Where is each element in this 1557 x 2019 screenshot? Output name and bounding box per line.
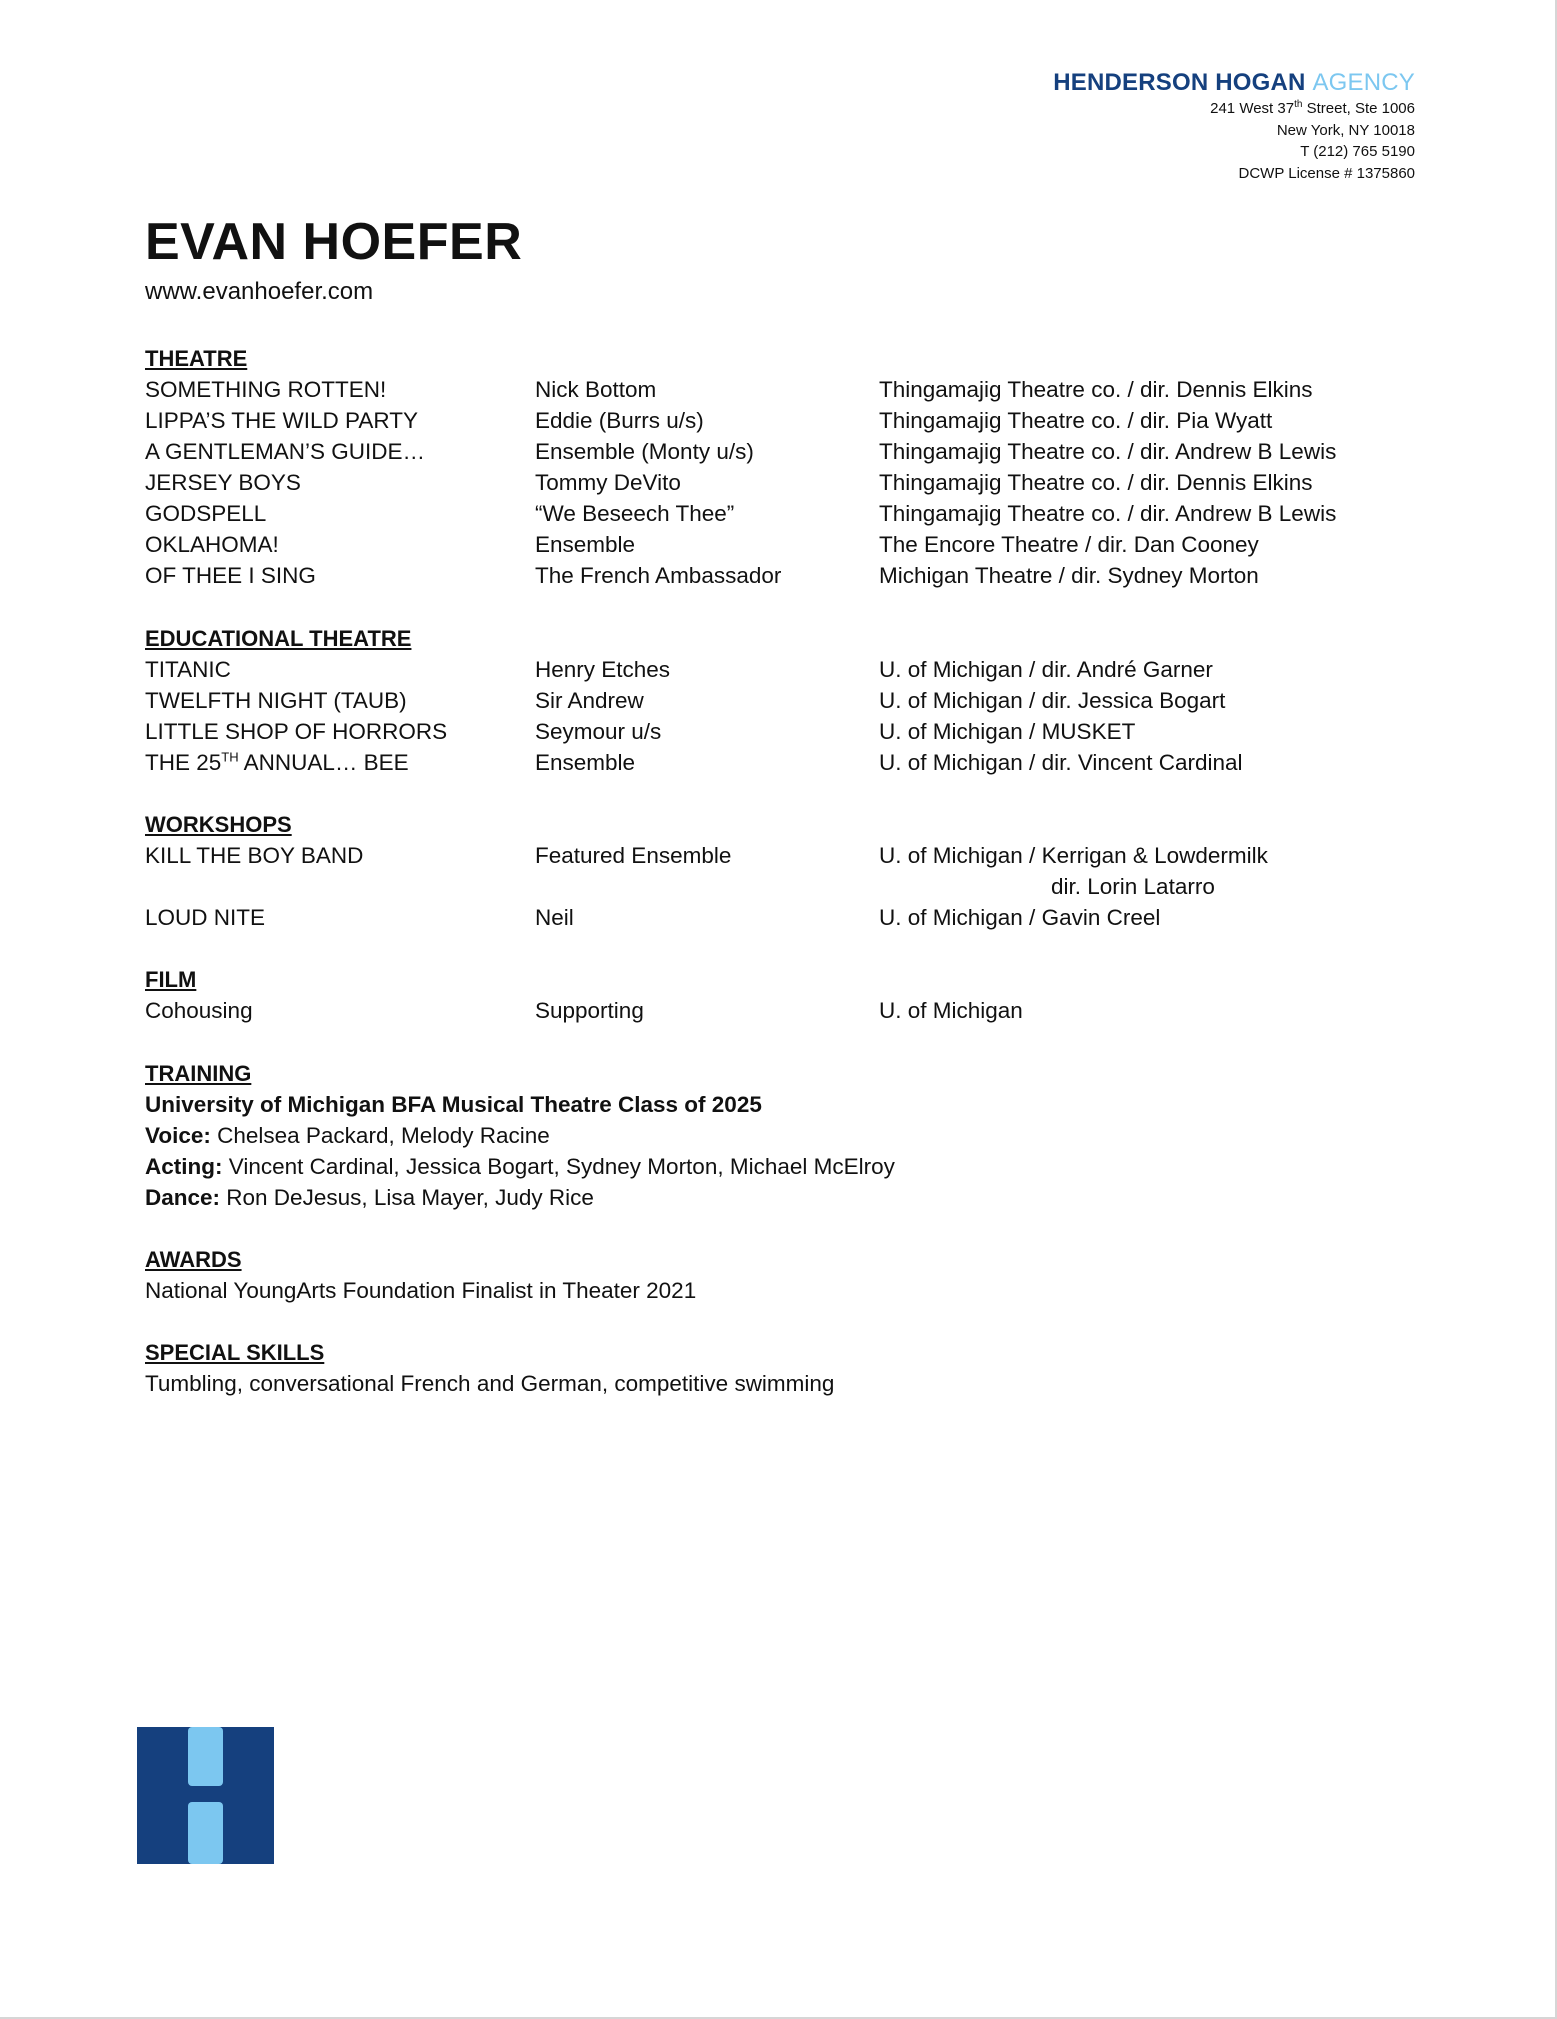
credit-row xyxy=(145,747,1425,778)
credit-list xyxy=(145,654,1425,747)
credit-role: Neil xyxy=(535,905,574,930)
credit-row xyxy=(145,654,1425,685)
credit-row xyxy=(145,840,1425,902)
section-title: EDUCATIONAL THEATRE xyxy=(145,626,412,651)
credit-row xyxy=(145,685,1425,716)
credit-show: KILL THE BOY BAND xyxy=(145,843,364,868)
credit-role: Featured Ensemble xyxy=(535,843,732,868)
credit-venue xyxy=(879,840,1425,902)
training-voice: Voice: Chelsea Packard, Melody Racine xyxy=(145,1123,550,1148)
section-educational-theatre xyxy=(145,623,1425,778)
section-title: FILM xyxy=(145,967,197,992)
credit-venue: U. of Michigan / dir. Vincent Cardinal xyxy=(879,750,1243,775)
credit-role: Tommy DeVito xyxy=(535,470,681,495)
section-film xyxy=(145,964,1425,1026)
credit-venue: U. of Michigan / dir. André Garner xyxy=(879,657,1213,682)
credit-venue: U. of Michigan / dir. Jessica Bogart xyxy=(879,688,1226,713)
credit-row xyxy=(145,902,1425,933)
credit-venue: U. of Michigan / MUSKET xyxy=(879,719,1136,744)
training-program: University of Michigan BFA Musical Theatre Class of 2025 xyxy=(145,1092,762,1117)
credit-role: Seymour u/s xyxy=(535,719,662,744)
agency-license: DCWP License # 1375860 xyxy=(1238,164,1415,182)
credit-row xyxy=(145,374,1425,405)
credit-venue: U. of Michigan / Gavin Creel xyxy=(879,905,1161,930)
agency-name-sub: AGENCY xyxy=(1312,69,1415,96)
agency-name xyxy=(1053,68,1415,98)
credit-row xyxy=(145,529,1425,560)
credit-venue: Thingamajig Theatre co. / dir. Dennis Elkins xyxy=(879,470,1313,495)
section-awards xyxy=(145,1244,1425,1306)
credit-show: GODSPELL xyxy=(145,501,267,526)
performer-website: www.evanhoefer.com xyxy=(145,278,374,305)
section-title: WORKSHOPS xyxy=(145,812,292,837)
credit-role: Ensemble xyxy=(535,532,636,557)
credit-show: A GENTLEMAN’S GUIDE… xyxy=(145,439,426,464)
credit-venue: Thingamajig Theatre co. / dir. Andrew B Lewis xyxy=(879,439,1337,464)
credit-venue-line: U. of Michigan / Kerrigan & Lowdermilk xyxy=(879,843,1268,868)
credit-role: Ensemble (Monty u/s) xyxy=(535,439,754,464)
section-theatre xyxy=(145,343,1425,591)
credit-role: The French Ambassador xyxy=(535,563,782,588)
credit-venue: Thingamajig Theatre co. / dir. Pia Wyatt xyxy=(879,408,1273,433)
credit-show: OF THEE I SING xyxy=(145,563,316,588)
agency-phone: T (212) 765 5190 xyxy=(1300,143,1415,160)
credit-venue: The Encore Theatre / dir. Dan Cooney xyxy=(879,532,1259,557)
credit-show: Cohousing xyxy=(145,998,253,1023)
credit-row xyxy=(145,995,1425,1026)
training-acting: Acting: Vincent Cardinal, Jessica Bogart, Sydney Morton, Michael McElroy xyxy=(145,1154,895,1179)
agency-address: 241 West 37th Street, Ste 1006 xyxy=(1210,99,1415,117)
credit-role: “We Beseech Thee” xyxy=(535,501,735,526)
credit-list xyxy=(145,374,1425,591)
credit-role: Sir Andrew xyxy=(535,688,644,713)
credit-venue: Thingamajig Theatre co. / dir. Andrew B Lewis xyxy=(879,501,1337,526)
credit-show: LITTLE SHOP OF HORRORS xyxy=(145,719,448,744)
section-title: AWARDS xyxy=(145,1247,242,1272)
agency-header xyxy=(1053,68,1415,184)
section-special-skills xyxy=(145,1337,1425,1399)
credit-show: THE 25TH ANNUAL… BEE xyxy=(145,749,409,775)
section-title: TRAINING xyxy=(145,1061,252,1086)
section-title: SPECIAL SKILLS xyxy=(145,1340,325,1365)
credit-show: OKLAHOMA! xyxy=(145,532,279,557)
credit-row xyxy=(145,716,1425,747)
skills-text: Tumbling, conversational French and German, competitive swimming xyxy=(145,1371,835,1396)
agency-name-main: HENDERSON HOGAN xyxy=(1053,69,1306,96)
credit-role: Eddie (Burrs u/s) xyxy=(535,408,704,433)
credit-row xyxy=(145,498,1425,529)
credit-row xyxy=(145,560,1425,591)
credit-row xyxy=(145,405,1425,436)
credit-show: LIPPA’S THE WILD PARTY xyxy=(145,408,418,433)
section-workshops xyxy=(145,809,1425,933)
credit-venue: Thingamajig Theatre co. / dir. Dennis Elkins xyxy=(879,377,1313,402)
credit-venue-continued: dir. Lorin Latarro xyxy=(1051,874,1215,899)
credit-role: Henry Etches xyxy=(535,657,671,682)
credit-venue: U. of Michigan xyxy=(879,998,1023,1023)
credit-row xyxy=(145,436,1425,467)
credit-show: SOMETHING ROTTEN! xyxy=(145,377,387,402)
credit-venue: Michigan Theatre / dir. Sydney Morton xyxy=(879,563,1259,588)
credit-show: LOUD NITE xyxy=(145,905,266,930)
agency-city: New York, NY 10018 xyxy=(1276,121,1415,139)
performer-name: EVAN HOEFER xyxy=(145,213,523,271)
awards-text: National YoungArts Foundation Finalist in Theater 2021 xyxy=(145,1278,697,1303)
credit-show: JERSEY BOYS xyxy=(145,470,301,495)
credit-role: Nick Bottom xyxy=(535,377,657,402)
credit-role: Supporting xyxy=(535,998,644,1023)
credit-role: Ensemble xyxy=(535,750,636,775)
credit-row xyxy=(145,467,1425,498)
credit-show: TITANIC xyxy=(145,657,231,682)
section-training xyxy=(145,1058,1425,1213)
training-dance: Dance: Ron DeJesus, Lisa Mayer, Judy Rice xyxy=(145,1185,594,1210)
credit-show: TWELFTH NIGHT (TAUB) xyxy=(145,688,407,713)
agency-logo-icon xyxy=(137,1727,274,1864)
section-title: THEATRE xyxy=(145,346,248,371)
